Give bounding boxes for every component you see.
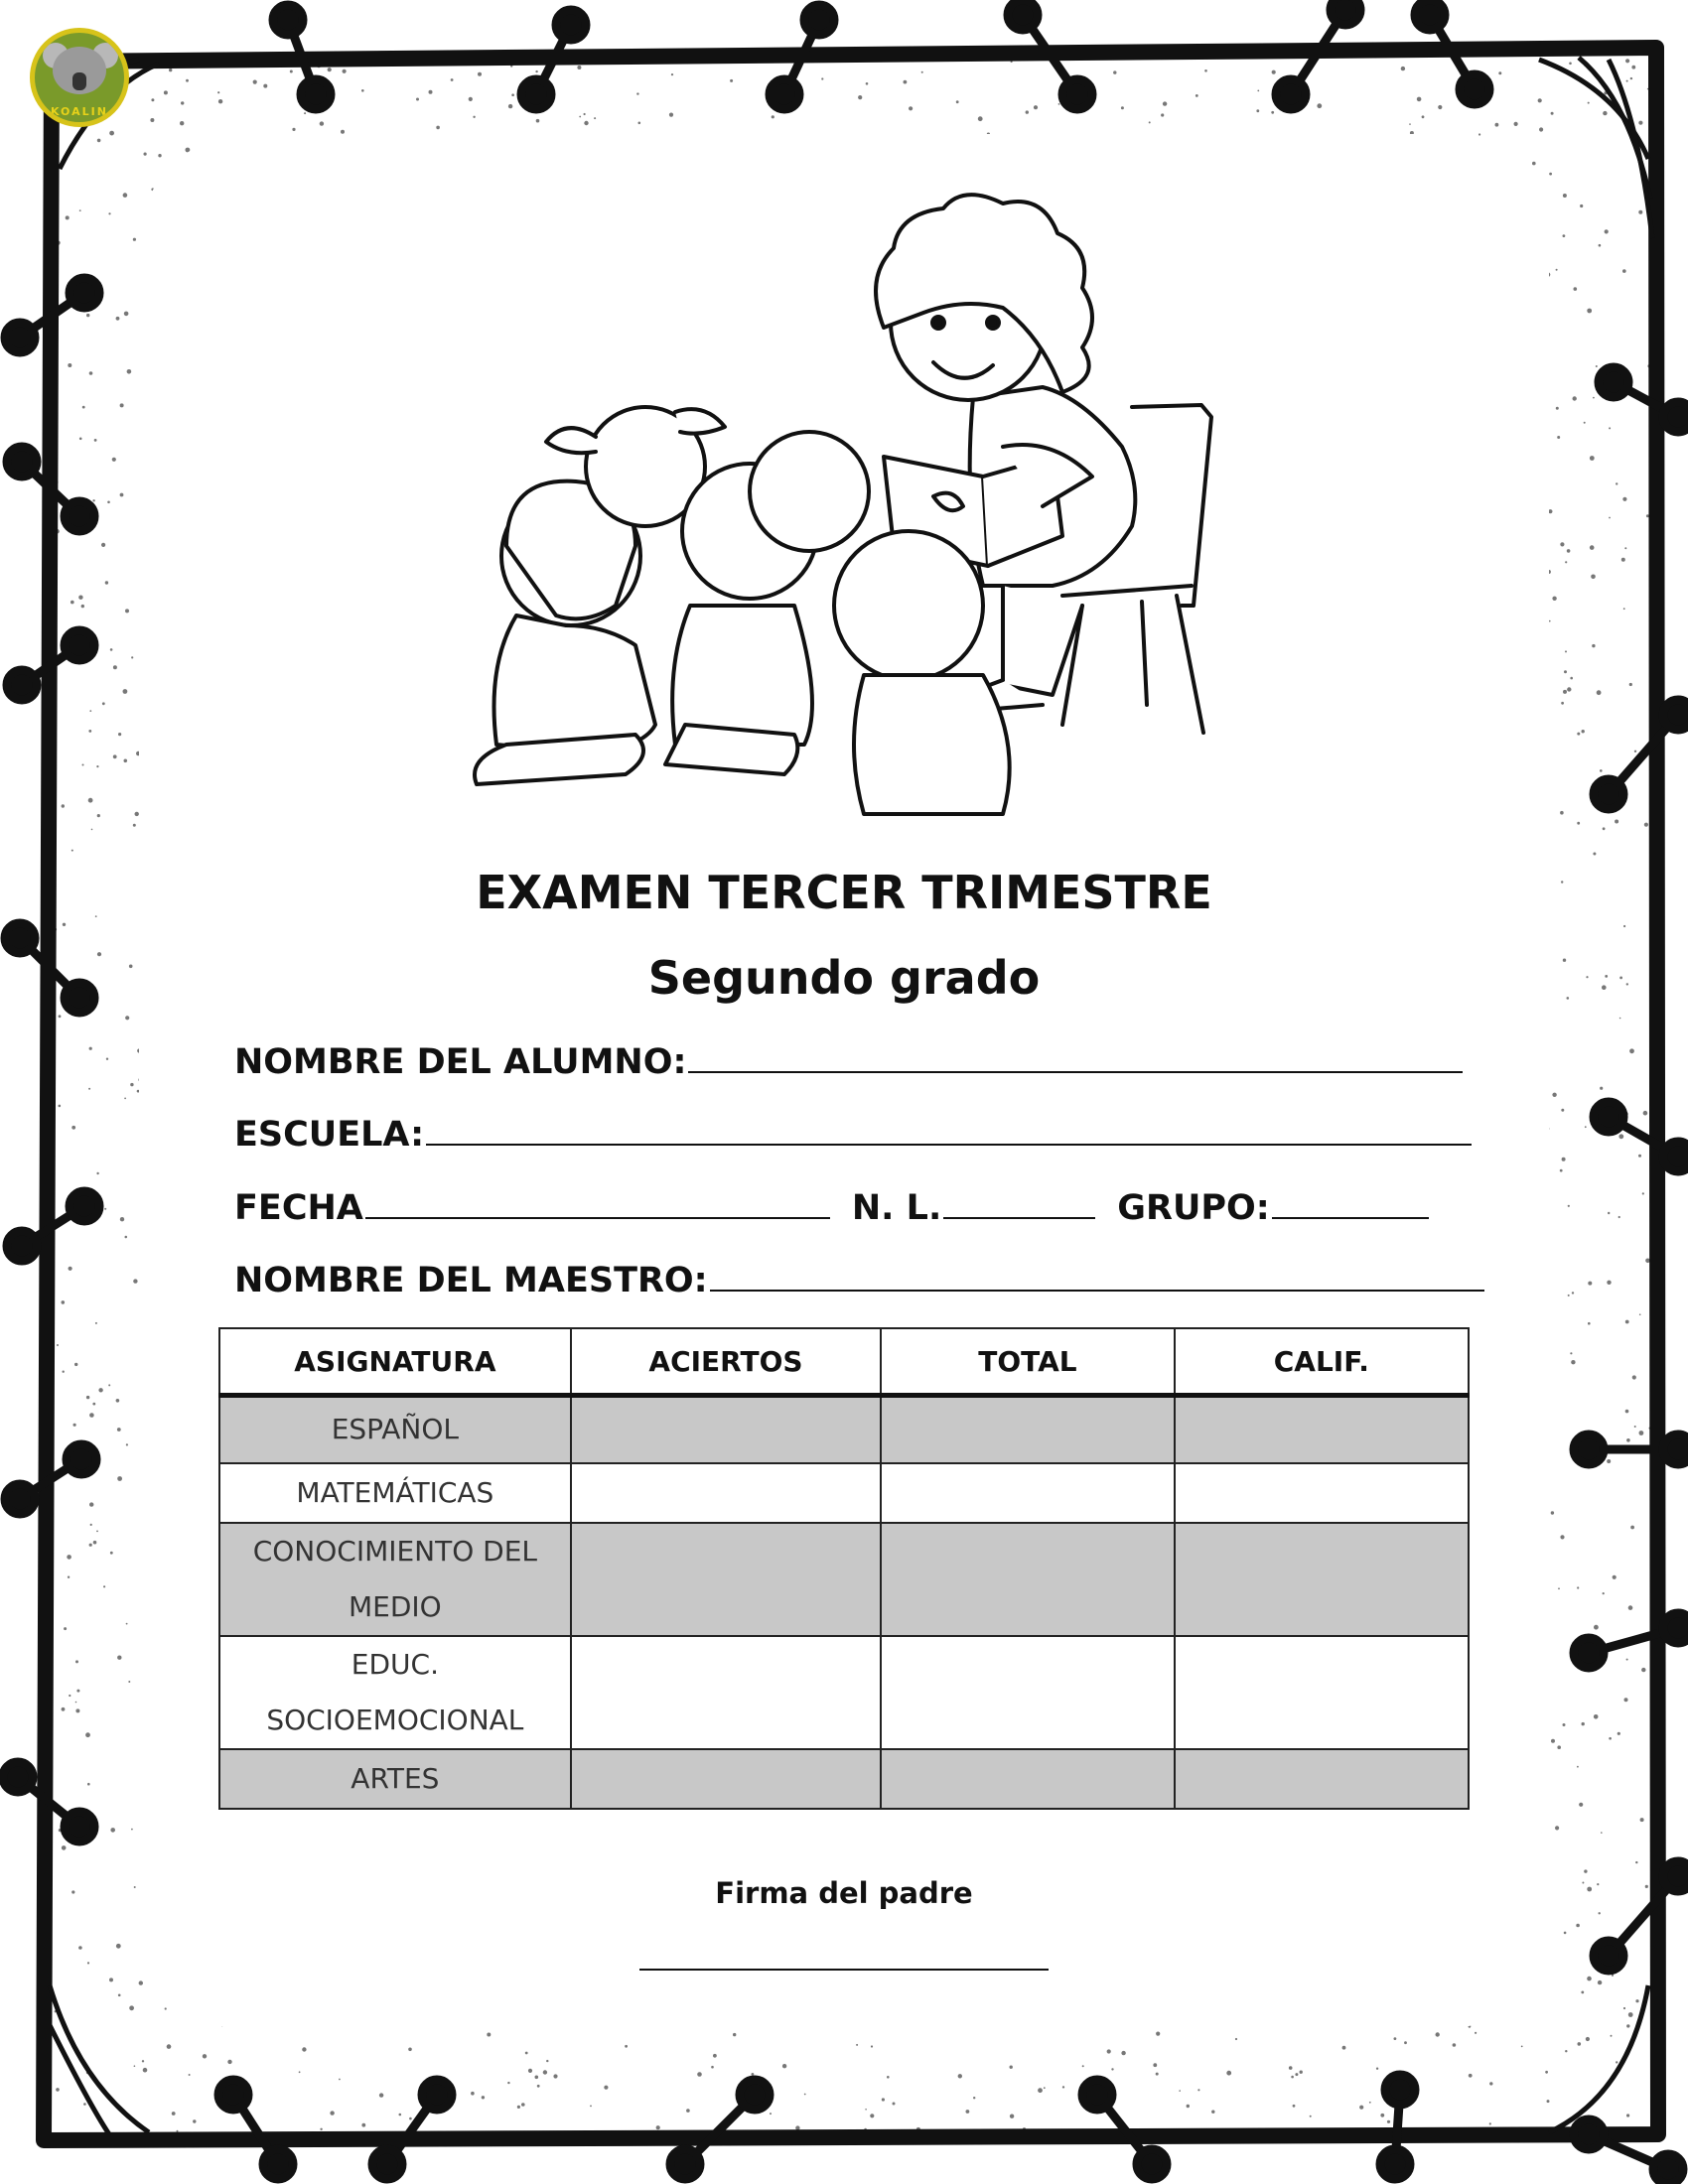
correct-cell[interactable] [571, 1463, 882, 1523]
total-cell[interactable] [881, 1523, 1174, 1636]
teacher-reading-illustration [447, 189, 1241, 844]
grades-table-header [219, 1328, 1469, 1396]
school-field[interactable] [234, 1110, 1472, 1155]
teacher-name-field[interactable] [234, 1256, 1484, 1300]
koala-nose [72, 72, 86, 90]
date-label: FECHA [234, 1188, 363, 1228]
grade-cell[interactable] [1175, 1749, 1469, 1809]
school-line[interactable] [426, 1110, 1472, 1146]
total-cell[interactable] [881, 1396, 1174, 1463]
subject-cell: EDUC. SOCIOEMOCIONAL [219, 1636, 571, 1749]
header-grade: CALIF. [1175, 1328, 1469, 1396]
teacher-name-label: NOMBRE DEL MAESTRO: [234, 1261, 708, 1300]
student-name-field[interactable] [234, 1037, 1463, 1082]
subject-cell: ARTES [219, 1749, 571, 1809]
grades-table [218, 1327, 1470, 1810]
parent-signature-label: Firma del padre [715, 1876, 973, 1910]
exam-title: EXAMEN TERCER TRIMESTRE [476, 866, 1212, 919]
school-label: ESCUELA: [234, 1115, 425, 1155]
list-number-line[interactable] [943, 1183, 1095, 1219]
correct-cell[interactable] [571, 1523, 882, 1636]
table-row [219, 1463, 1469, 1523]
total-cell[interactable] [881, 1749, 1174, 1809]
date-line[interactable] [365, 1183, 830, 1219]
logo-text: KOALIN [51, 105, 108, 118]
correct-cell[interactable] [571, 1749, 882, 1809]
table-row [219, 1636, 1469, 1749]
grade-cell[interactable] [1175, 1636, 1469, 1749]
table-row [219, 1523, 1469, 1636]
table-row [219, 1749, 1469, 1809]
table-row [219, 1396, 1469, 1463]
group-label: GRUPO: [1117, 1188, 1270, 1228]
subject-cell: MATEMÁTICAS [219, 1463, 571, 1523]
koalin-logo [30, 28, 129, 127]
date-group-row [234, 1183, 1429, 1228]
exam-subtitle: Segundo grado [647, 951, 1041, 1005]
correct-cell[interactable] [571, 1396, 882, 1463]
subject-cell: CONOCIMIENTO DEL MEDIO [219, 1523, 571, 1636]
grade-cell[interactable] [1175, 1396, 1469, 1463]
subject-cell: ESPAÑOL [219, 1396, 571, 1463]
group-line[interactable] [1272, 1183, 1429, 1219]
grade-cell[interactable] [1175, 1523, 1469, 1636]
student-name-line[interactable] [688, 1037, 1463, 1073]
correct-cell[interactable] [571, 1636, 882, 1749]
student-name-label: NOMBRE DEL ALUMNO: [234, 1042, 687, 1082]
list-number-label: N. L. [851, 1188, 942, 1228]
total-cell[interactable] [881, 1463, 1174, 1523]
teacher-name-line[interactable] [710, 1256, 1484, 1292]
parent-signature-line[interactable] [639, 1969, 1049, 1971]
header-total: TOTAL [881, 1328, 1174, 1396]
total-cell[interactable] [881, 1636, 1174, 1749]
header-subject: ASIGNATURA [219, 1328, 571, 1396]
header-correct: ACIERTOS [571, 1328, 882, 1396]
grade-cell[interactable] [1175, 1463, 1469, 1523]
